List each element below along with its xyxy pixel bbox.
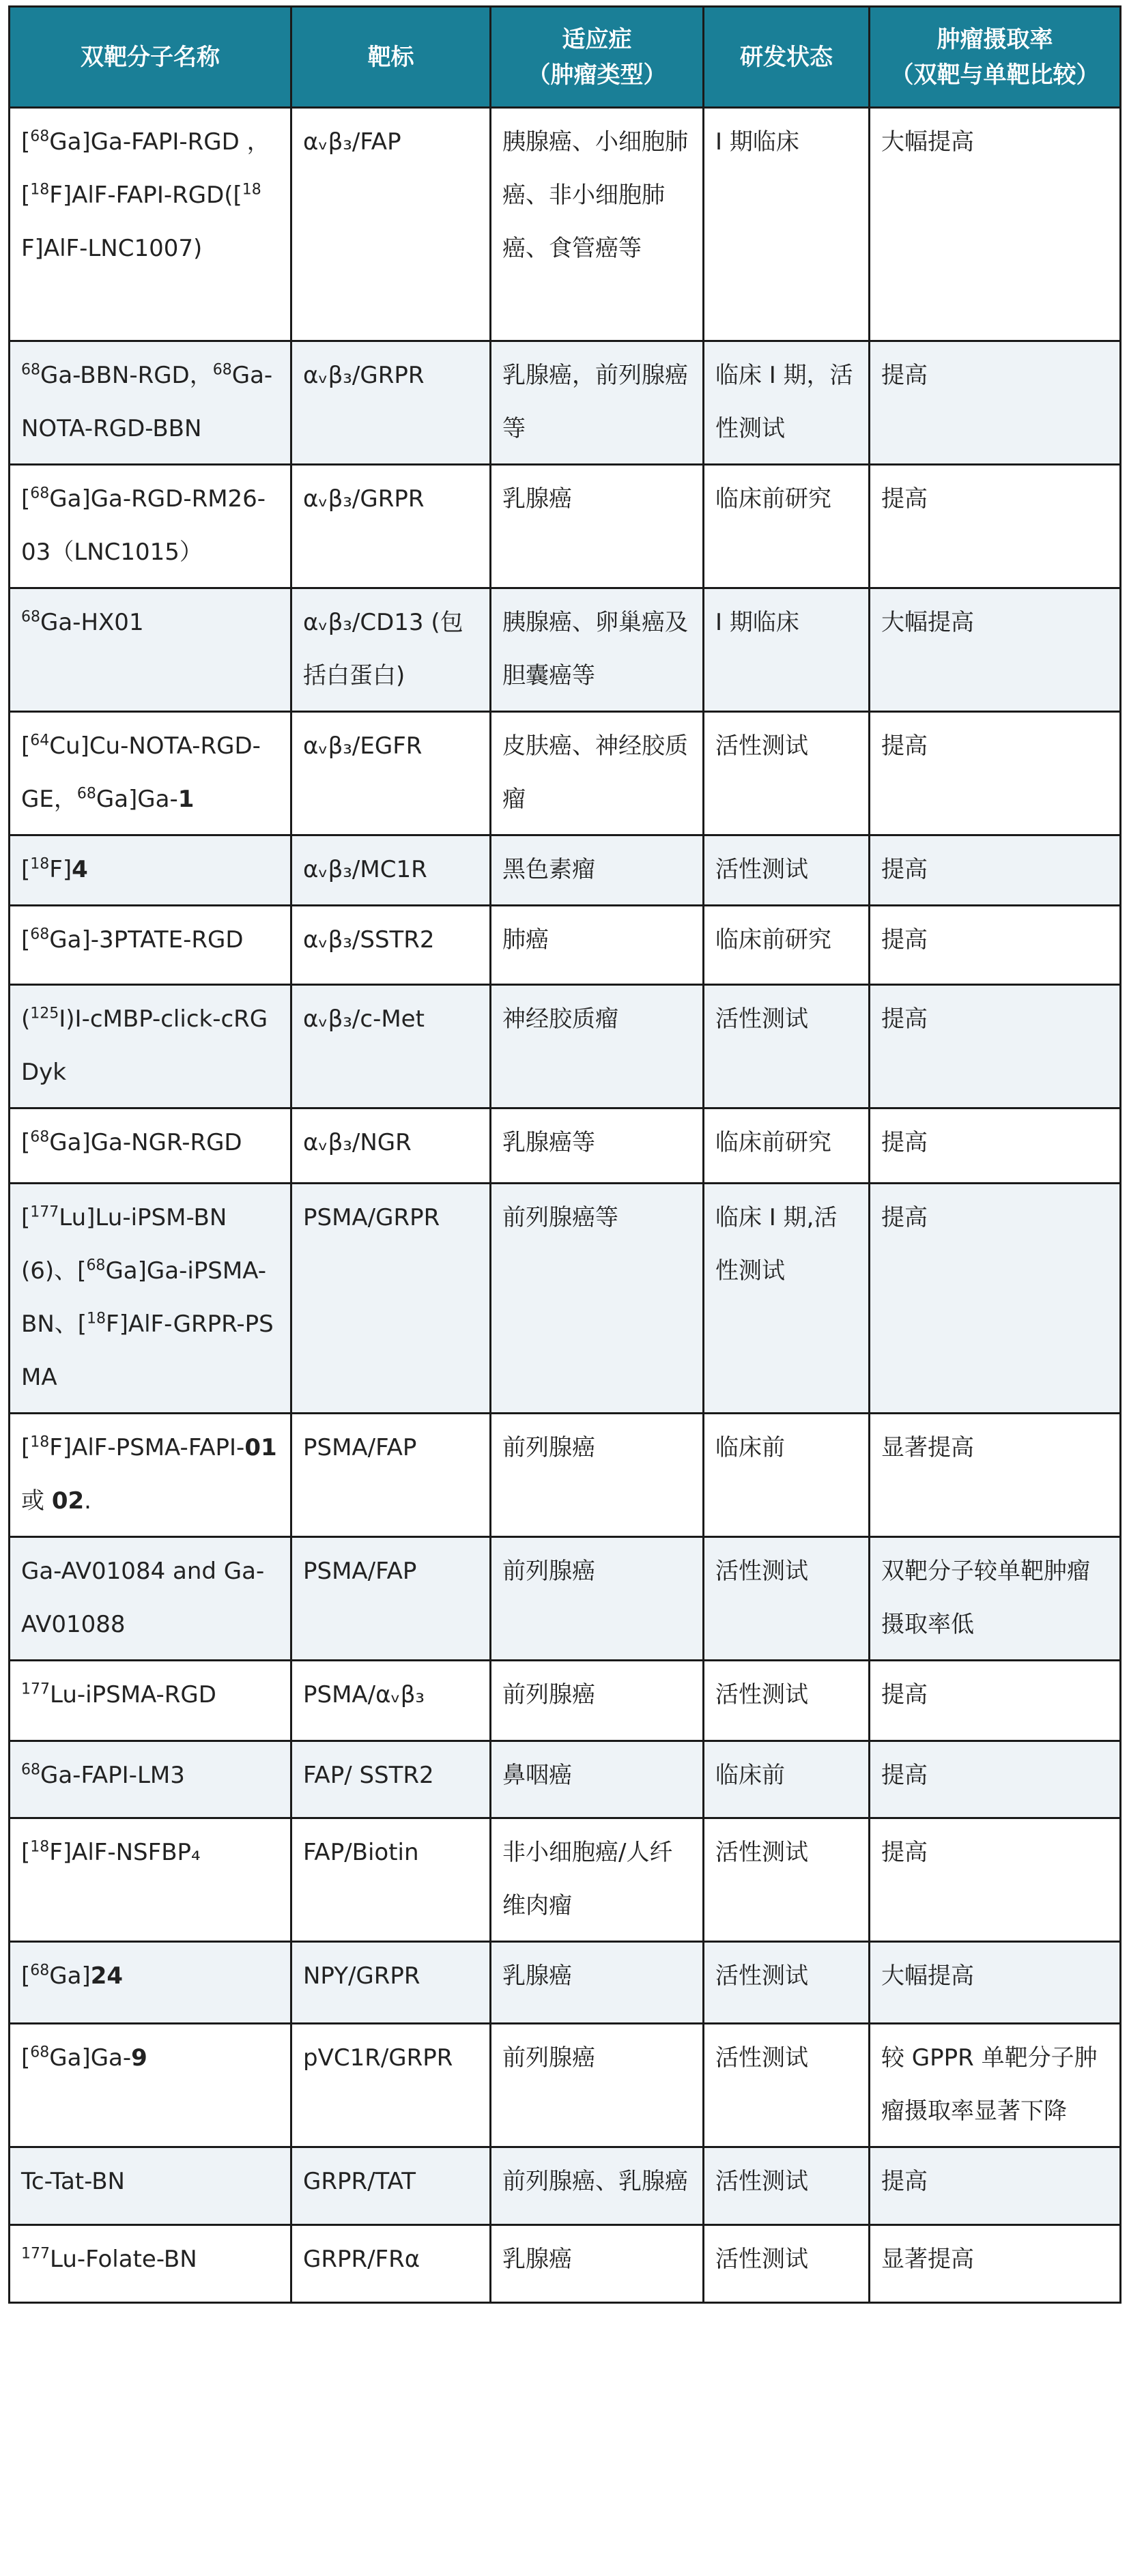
dual-target-table-container bbox=[8, 5, 1119, 2304]
cell-target: FAP/Biotin bbox=[291, 1818, 491, 1942]
table-row bbox=[10, 906, 1121, 985]
cell-uptake: 大幅提高 bbox=[870, 1942, 1121, 2024]
cell-indication: 黑色素瘤 bbox=[491, 835, 704, 906]
cell-status: 临床 I 期,活性测试 bbox=[704, 1184, 870, 1414]
header-status: 研发状态 bbox=[704, 7, 870, 108]
cell-status: 临床前 bbox=[704, 1414, 870, 1537]
table-row bbox=[10, 1537, 1121, 1661]
cell-indication: 前列腺癌 bbox=[491, 2024, 704, 2147]
table-row bbox=[10, 1414, 1121, 1537]
table-row bbox=[10, 1184, 1121, 1414]
cell-target: αᵥβ₃/MC1R bbox=[291, 835, 491, 906]
cell-name: [$^{18}$F]AlF-NSFBP₄ bbox=[10, 1818, 291, 1942]
cell-indication: 前列腺癌等 bbox=[491, 1184, 704, 1414]
cell-indication: 非小细胞癌/人纤维肉瘤 bbox=[491, 1818, 704, 1942]
cell-name: [$^{68}$Ga]Ga-RGD-RM26-03（LNC1015） bbox=[10, 465, 291, 588]
cell-name: $^{68}$Ga-BBN-RGD，$^{68}$Ga-NOTA-RGD-BBN bbox=[10, 341, 291, 465]
cell-uptake: 双靶分子较单靶肿瘤摄取率低 bbox=[870, 1537, 1121, 1661]
cell-status: 活性测试 bbox=[704, 2024, 870, 2147]
cell-name: $^{68}$Ga-HX01 bbox=[10, 588, 291, 712]
cell-target: GRPR/TAT bbox=[291, 2147, 491, 2225]
cell-uptake: 较 GPPR 单靶分子肿瘤摄取率显著下降 bbox=[870, 2024, 1121, 2147]
table-row bbox=[10, 465, 1121, 588]
cell-name: $^{177}$Lu-iPSMA-RGD bbox=[10, 1661, 291, 1741]
cell-status: 活性测试 bbox=[704, 1537, 870, 1661]
cell-target: PSMA/FAP bbox=[291, 1414, 491, 1537]
table-row bbox=[10, 2147, 1121, 2225]
cell-status: 活性测试 bbox=[704, 2225, 870, 2303]
header-target: 靶标 bbox=[291, 7, 491, 108]
cell-uptake: 提高 bbox=[870, 1184, 1121, 1414]
cell-uptake: 大幅提高 bbox=[870, 108, 1121, 341]
cell-indication: 前列腺癌 bbox=[491, 1414, 704, 1537]
table-row bbox=[10, 341, 1121, 465]
cell-status: 活性测试 bbox=[704, 1818, 870, 1942]
cell-target: PSMA/FAP bbox=[291, 1537, 491, 1661]
cell-status: 临床前研究 bbox=[704, 1108, 870, 1184]
cell-uptake: 大幅提高 bbox=[870, 588, 1121, 712]
table-row bbox=[10, 1741, 1121, 1818]
cell-status: 活性测试 bbox=[704, 2147, 870, 2225]
table-row bbox=[10, 588, 1121, 712]
table-row bbox=[10, 712, 1121, 835]
cell-name: [$^{64}$Cu]Cu-NOTA-RGD-GE，$^{68}$Ga]Ga-1 bbox=[10, 712, 291, 835]
cell-indication: 乳腺癌 bbox=[491, 465, 704, 588]
cell-target: αᵥβ₃/GRPR bbox=[291, 465, 491, 588]
cell-name: [$^{177}$Lu]Lu-iPSM-BN(6)、[$^{68}$Ga]Ga-iPSMA-BN、[$^{18}$F]AlF-GRPR-PSMA bbox=[10, 1184, 291, 1414]
cell-uptake: 提高 bbox=[870, 2147, 1121, 2225]
cell-indication: 皮肤癌、神经胶质瘤 bbox=[491, 712, 704, 835]
cell-status: 活性测试 bbox=[704, 1942, 870, 2024]
cell-status: 临床 I 期，活性测试 bbox=[704, 341, 870, 465]
cell-target: αᵥβ₃/c-Met bbox=[291, 985, 491, 1108]
cell-name: $^{177}$Lu-Folate-BN bbox=[10, 2225, 291, 2303]
table-row bbox=[10, 1661, 1121, 1741]
table-row bbox=[10, 985, 1121, 1108]
cell-uptake: 提高 bbox=[870, 906, 1121, 985]
cell-status: 临床前 bbox=[704, 1741, 870, 1818]
cell-status: I 期临床 bbox=[704, 108, 870, 341]
cell-target: PSMA/αᵥβ₃ bbox=[291, 1661, 491, 1741]
table-row bbox=[10, 2225, 1121, 2303]
cell-target: FAP/ SSTR2 bbox=[291, 1741, 491, 1818]
cell-status: 临床前研究 bbox=[704, 906, 870, 985]
header-name: 双靶分子名称 bbox=[10, 7, 291, 108]
cell-indication: 鼻咽癌 bbox=[491, 1741, 704, 1818]
cell-uptake: 提高 bbox=[870, 985, 1121, 1108]
header-row bbox=[10, 7, 1121, 108]
cell-indication: 前列腺癌 bbox=[491, 1537, 704, 1661]
cell-uptake: 显著提高 bbox=[870, 1414, 1121, 1537]
cell-uptake: 提高 bbox=[870, 835, 1121, 906]
cell-status: 临床前研究 bbox=[704, 465, 870, 588]
table-row bbox=[10, 1818, 1121, 1942]
table-row bbox=[10, 1108, 1121, 1184]
cell-indication: 肺癌 bbox=[491, 906, 704, 985]
cell-name: [$^{68}$Ga]-3PTATE-RGD bbox=[10, 906, 291, 985]
cell-indication: 胰腺癌、小细胞肺癌、非小细胞肺癌、食管癌等 bbox=[491, 108, 704, 341]
cell-target: αᵥβ₃/NGR bbox=[291, 1108, 491, 1184]
cell-status: 活性测试 bbox=[704, 1661, 870, 1741]
cell-indication: 前列腺癌、乳腺癌 bbox=[491, 2147, 704, 2225]
cell-indication: 神经胶质瘤 bbox=[491, 985, 704, 1108]
cell-status: 活性测试 bbox=[704, 985, 870, 1108]
cell-uptake: 提高 bbox=[870, 1108, 1121, 1184]
cell-target: αᵥβ₃/FAP bbox=[291, 108, 491, 341]
cell-indication: 乳腺癌 bbox=[491, 2225, 704, 2303]
cell-name: [$^{18}$F]AlF-PSMA-FAPI-01 或 02. bbox=[10, 1414, 291, 1537]
cell-target: αᵥβ₃/EGFR bbox=[291, 712, 491, 835]
table-body bbox=[10, 108, 1121, 2303]
cell-name: Ga-AV01084 and Ga-AV01088 bbox=[10, 1537, 291, 1661]
cell-uptake: 显著提高 bbox=[870, 2225, 1121, 2303]
cell-target: PSMA/GRPR bbox=[291, 1184, 491, 1414]
cell-name: [$^{68}$Ga]24 bbox=[10, 1942, 291, 2024]
cell-name: [$^{68}$Ga]Ga-9 bbox=[10, 2024, 291, 2147]
table-row bbox=[10, 835, 1121, 906]
cell-target: GRPR/FRα bbox=[291, 2225, 491, 2303]
table-row bbox=[10, 2024, 1121, 2147]
cell-indication: 胰腺癌、卵巢癌及胆囊癌等 bbox=[491, 588, 704, 712]
cell-uptake: 提高 bbox=[870, 1818, 1121, 1942]
cell-target: αᵥβ₃/CD13 (包括白蛋白) bbox=[291, 588, 491, 712]
cell-name: $^{68}$Ga-FAPI-LM3 bbox=[10, 1741, 291, 1818]
cell-indication: 乳腺癌，前列腺癌等 bbox=[491, 341, 704, 465]
cell-target: NPY/GRPR bbox=[291, 1942, 491, 2024]
dual-target-table bbox=[8, 5, 1121, 2304]
cell-target: pVC1R/GRPR bbox=[291, 2024, 491, 2147]
cell-status: I 期临床 bbox=[704, 588, 870, 712]
cell-indication: 前列腺癌 bbox=[491, 1661, 704, 1741]
cell-status: 活性测试 bbox=[704, 835, 870, 906]
table-row bbox=[10, 1942, 1121, 2024]
cell-name: [$^{18}$F]4 bbox=[10, 835, 291, 906]
cell-target: αᵥβ₃/SSTR2 bbox=[291, 906, 491, 985]
header-indication: 适应症 （肿瘤类型） bbox=[491, 7, 704, 108]
cell-uptake: 提高 bbox=[870, 341, 1121, 465]
cell-indication: 乳腺癌 bbox=[491, 1942, 704, 2024]
header-uptake: 肿瘤摄取率 （双靶与单靶比较） bbox=[870, 7, 1121, 108]
cell-name: ($^{125}$I)I-cMBP-click-cRGDyk bbox=[10, 985, 291, 1108]
cell-uptake: 提高 bbox=[870, 712, 1121, 835]
cell-uptake: 提高 bbox=[870, 1661, 1121, 1741]
cell-name: [$^{68}$Ga]Ga-NGR-RGD bbox=[10, 1108, 291, 1184]
cell-status: 活性测试 bbox=[704, 712, 870, 835]
cell-uptake: 提高 bbox=[870, 465, 1121, 588]
cell-indication: 乳腺癌等 bbox=[491, 1108, 704, 1184]
cell-target: αᵥβ₃/GRPR bbox=[291, 341, 491, 465]
cell-uptake: 提高 bbox=[870, 1741, 1121, 1818]
table-row bbox=[10, 108, 1121, 341]
cell-name: Tc-Tat-BN bbox=[10, 2147, 291, 2225]
cell-name: [$^{68}$Ga]Ga-FAPI-RGD ，[$^{18}$F]AlF-FAPI-RGD([$^{18}$F]AlF-LNC1007) bbox=[10, 108, 291, 341]
